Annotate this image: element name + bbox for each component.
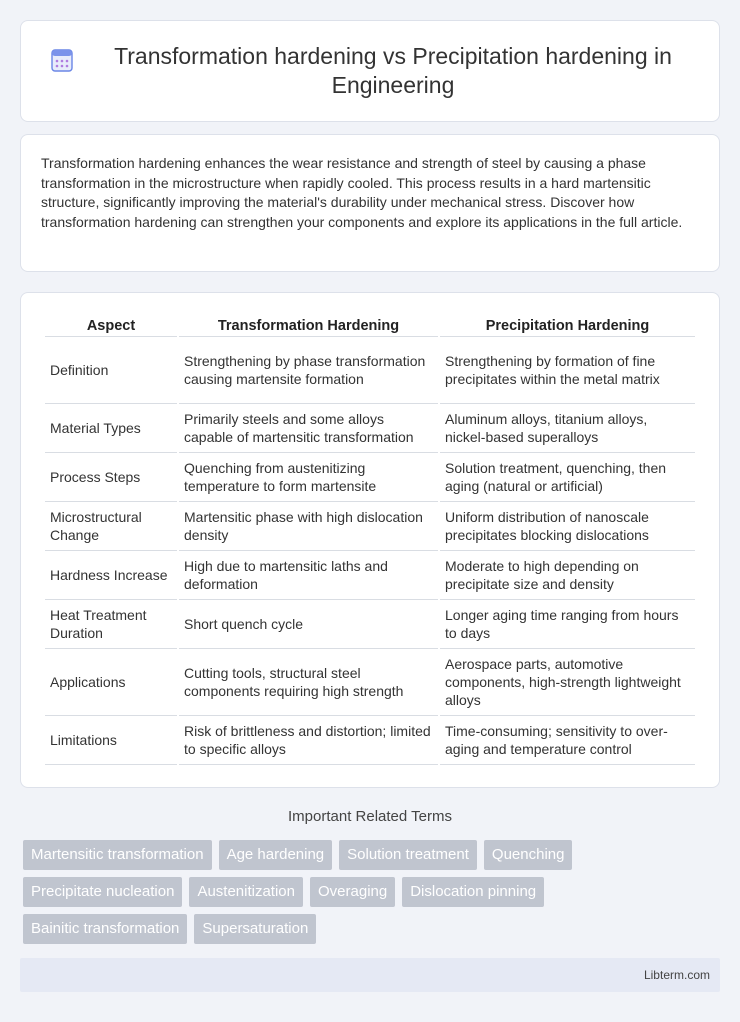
document-icon [51,48,73,72]
footer-site-link[interactable]: Libterm.com [643,968,710,982]
table-row [45,337,695,404]
tag-solution-treatment[interactable]: Solution treatment [339,840,477,870]
cell-aspect: Material Types [45,404,177,453]
tag-austenitization[interactable]: Austenitization [189,877,303,907]
cell-aspect: Process Steps [45,453,177,502]
footer-bar [20,958,720,992]
comparison-table-card [20,292,720,788]
cell-aspect: Hardness Increase [45,551,177,600]
cell-transformation: Strengthening by phase transformation causing martensite formation [179,337,438,404]
tag-quenching[interactable]: Quenching [484,840,573,870]
cell-precipitation: Longer aging time ranging from hours to days [440,600,695,649]
cell-transformation: Quenching from austenitizing temperature to form martensite [179,453,438,502]
cell-aspect: Applications [45,649,177,716]
header-transformation: Transformation Hardening [179,315,438,337]
table-row [45,649,695,716]
tag-row [23,914,683,944]
tag-row [23,877,683,907]
tag-overaging[interactable]: Overaging [310,877,395,907]
cell-transformation: Primarily steels and some alloys capable of martensitic transformation [179,404,438,453]
cell-aspect: Heat Treatment Duration [45,600,177,649]
cell-transformation: High due to martensitic laths and deformation [179,551,438,600]
intro-paragraph: Transformation hardening enhances the wear resistance and strength of steel by causing a phase transformation in the microstructure when rapidly cooled. This process results in a hard martensitic structure, significantly improving the material's durability under mechanical stress. Discover how transformation hardening can strengthen your components and explore its applications in the full article. [41,155,683,230]
table-row [45,716,695,765]
cell-transformation: Short quench cycle [179,600,438,649]
cell-aspect: Definition [45,337,177,404]
cell-transformation: Cutting tools, structural steel components requiring high strength [179,649,438,716]
cell-precipitation: Moderate to high depending on precipitate size and density [440,551,695,600]
table-row [45,502,695,551]
related-terms-list [23,840,683,951]
cell-transformation: Risk of brittleness and distortion; limited to specific alloys [179,716,438,765]
table-row [45,600,695,649]
cell-precipitation: Time-consuming; sensitivity to over-aging and temperature control [440,716,695,765]
tag-age-hardening[interactable]: Age hardening [219,840,333,870]
table-row [45,453,695,502]
table-header-row [45,315,695,337]
cell-precipitation: Strengthening by formation of fine precipitates within the metal matrix [440,337,695,404]
table-row [45,551,695,600]
cell-precipitation: Aerospace parts, automotive components, high-strength lightweight alloys [440,649,695,716]
cell-precipitation: Uniform distribution of nanoscale precipitates blocking dislocations [440,502,695,551]
cell-transformation: Martensitic phase with high dislocation density [179,502,438,551]
tag-dislocation-pinning[interactable]: Dislocation pinning [402,877,544,907]
comparison-table [43,315,697,765]
related-terms-heading: Important Related Terms [288,808,452,825]
tag-martensitic-transformation[interactable]: Martensitic transformation [23,840,212,870]
tag-supersaturation[interactable]: Supersaturation [194,914,316,944]
tag-bainitic-transformation[interactable]: Bainitic transformation [23,914,187,944]
header-aspect: Aspect [45,315,177,337]
cell-aspect: Limitations [45,716,177,765]
tag-row [23,840,683,870]
table-row [45,404,695,453]
title-wrap [21,42,719,100]
tag-precipitate-nucleation[interactable]: Precipitate nucleation [23,877,182,907]
cell-precipitation: Solution treatment, quenching, then aging (natural or artificial) [440,453,695,502]
intro-card [20,134,720,272]
cell-aspect: Microstructural Change [45,502,177,551]
cell-precipitation: Aluminum alloys, titanium alloys, nickel-based superalloys [440,404,695,453]
page-title: Transformation hardening vs Precipitation hardening in Engineering [114,43,672,98]
title-card [20,20,720,122]
header-precipitation: Precipitation Hardening [440,315,695,337]
